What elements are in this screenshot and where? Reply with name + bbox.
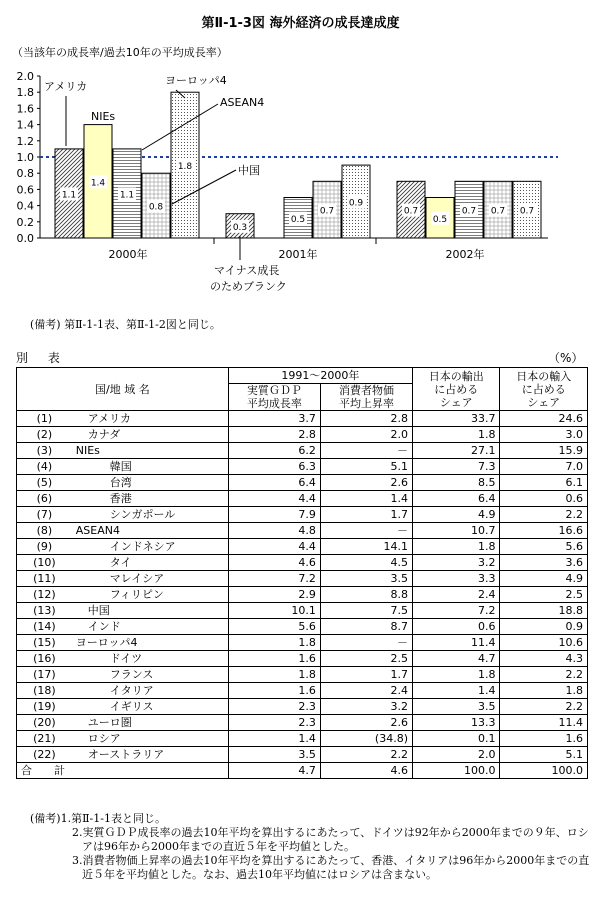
cell-gdp: 3.5 [228, 747, 320, 763]
cell-export-share: 1.8 [413, 667, 500, 683]
cell-export-share: 1.8 [413, 539, 500, 555]
header-import-l3: シェア [527, 395, 561, 409]
y-tick-label: 1.4 [16, 118, 34, 132]
figure-subtitle: （当該年の成長率/過去10年の平均成長率） [12, 46, 228, 59]
table-row [17, 683, 588, 699]
total-import-share: 100.0 [500, 763, 588, 779]
cell-export-share: 8.5 [413, 475, 500, 491]
cell-export-share: 3.5 [413, 699, 500, 715]
cell-export-share: 2.4 [413, 587, 500, 603]
cell-export-share: 10.7 [413, 523, 500, 539]
table-row [17, 699, 588, 715]
cell-cpi: 2.8 [320, 411, 412, 427]
cell-gdp: 2.8 [228, 427, 320, 443]
x-tick-label: 2000年 [108, 248, 148, 261]
bar-value-label: 0.9 [348, 198, 364, 209]
cell-cpi: 2.6 [320, 475, 412, 491]
row-number: (20) [17, 715, 72, 731]
table-row [17, 715, 588, 731]
cell-import-share: 16.6 [500, 523, 588, 539]
row-number: (11) [17, 571, 72, 587]
cell-cpi: 2.6 [320, 715, 412, 731]
note-1: (備考)1.第Ⅱ-1-1表と同じ。 [30, 812, 166, 825]
row-number: (18) [17, 683, 72, 699]
table-row [17, 651, 588, 667]
bar-value-label: 1.1 [61, 190, 77, 201]
table-row [17, 731, 588, 747]
cell-cpi: (34.8) [320, 731, 412, 747]
cell-cpi: 3.2 [320, 699, 412, 715]
header-period: 1991～2000年 [228, 368, 412, 384]
cell-gdp: 4.6 [228, 555, 320, 571]
cell-gdp: 10.1 [228, 603, 320, 619]
y-tick-label: 0.2 [16, 215, 34, 229]
annotation-negative-2: のためブランク [210, 280, 287, 293]
cell-cpi: 8.7 [320, 619, 412, 635]
cell-export-share: 4.9 [413, 507, 500, 523]
cell-import-share: 18.8 [500, 603, 588, 619]
cell-cpi: 1.7 [320, 507, 412, 523]
bar-value-label: 1.1 [119, 190, 135, 201]
cell-export-share: 2.0 [413, 747, 500, 763]
bar-value-label: 0.7 [490, 206, 506, 217]
row-name: 中国 [72, 603, 229, 619]
table-row [17, 475, 588, 491]
y-tick-label: 0.0 [16, 232, 34, 245]
header-export-l1: 日本の輸出 [428, 369, 484, 383]
annotation-china: 中国 [238, 164, 260, 177]
cell-cpi: 14.1 [320, 539, 412, 555]
figure-title: 第Ⅱ-1-3図 海外経済の成長達成度 [201, 16, 400, 31]
y-tick-label: 0.4 [16, 199, 34, 213]
cell-import-share: 3.6 [500, 555, 588, 571]
cell-cpi: 7.5 [320, 603, 412, 619]
header-cpi-l2: 平均上昇率 [338, 397, 394, 410]
cell-export-share: 1.4 [413, 683, 500, 699]
row-number: (14) [17, 619, 72, 635]
table-notes [30, 812, 590, 882]
row-name: フランス [72, 667, 229, 683]
annotation-asean4: ASEAN4 [220, 96, 265, 109]
note-2: 2.実質ＧＤＰ成長率の過去10年平均を算出するにあたって、ドイツは92年から2000年までの９年、ロシアは96年から2000年までの直近５年を平均値とした。 [72, 826, 589, 853]
cell-cpi: 4.5 [320, 555, 412, 571]
cell-export-share: 11.4 [413, 635, 500, 651]
row-name: イギリス [72, 699, 229, 715]
header-region: 国/地 域 名 [17, 368, 229, 411]
bar-value-label: 0.7 [461, 206, 477, 217]
row-name: マレイシア [72, 571, 229, 587]
table-row [17, 507, 588, 523]
row-name: カナダ [72, 427, 229, 443]
row-number: (5) [17, 475, 72, 491]
row-number: (8) [17, 523, 72, 539]
row-name: ASEAN4 [72, 523, 229, 539]
cell-import-share: 4.9 [500, 571, 588, 587]
y-tick-label: 1.6 [16, 102, 34, 116]
annotation-europe4: ヨーロッパ4 [165, 74, 227, 87]
cell-cpi: － [320, 635, 412, 651]
bar-value-label: 1.4 [90, 178, 106, 189]
cell-gdp: 6.4 [228, 475, 320, 491]
cell-gdp: 4.4 [228, 491, 320, 507]
row-name: インド [72, 619, 229, 635]
table-row [17, 603, 588, 619]
row-name: 韓国 [72, 459, 229, 475]
cell-export-share: 6.4 [413, 491, 500, 507]
cell-import-share: 24.6 [500, 411, 588, 427]
cell-gdp: 2.3 [228, 715, 320, 731]
table-row [17, 555, 588, 571]
header-import-l1: 日本の輸入 [516, 369, 572, 383]
cell-import-share: 11.4 [500, 715, 588, 731]
cell-cpi: 1.4 [320, 491, 412, 507]
row-name: ドイツ [72, 651, 229, 667]
table-row [17, 667, 588, 683]
cell-gdp: 6.2 [228, 443, 320, 459]
cell-export-share: 7.2 [413, 603, 500, 619]
bar-value-label: 0.8 [148, 202, 164, 213]
cell-import-share: 4.3 [500, 651, 588, 667]
table-row [17, 523, 588, 539]
bar-value-label: 0.5 [432, 214, 448, 225]
cell-import-share: 2.2 [500, 667, 588, 683]
row-name: ユーロ圏 [72, 715, 229, 731]
y-tick-label: 2.0 [16, 70, 34, 83]
row-name: 台湾 [72, 475, 229, 491]
table-row [17, 491, 588, 507]
cell-import-share: 3.0 [500, 427, 588, 443]
cell-import-share: 15.9 [500, 443, 588, 459]
row-name: アメリカ [72, 411, 229, 427]
cell-import-share: 6.1 [500, 475, 588, 491]
cell-export-share: 1.8 [413, 427, 500, 443]
cell-gdp: 7.9 [228, 507, 320, 523]
cell-gdp: 2.9 [228, 587, 320, 603]
table-total-row [17, 763, 588, 779]
table-row [17, 539, 588, 555]
x-tick-label: 2001年 [278, 248, 318, 261]
cell-export-share: 33.7 [413, 411, 500, 427]
table-row [17, 571, 588, 587]
header-cpi-l1: 消費者物価 [338, 384, 394, 397]
cell-import-share: 2.2 [500, 507, 588, 523]
row-name: ロシア [72, 731, 229, 747]
bar-value-label: 0.3 [232, 222, 248, 233]
row-name: オーストラリア [72, 747, 229, 763]
row-number: (10) [17, 555, 72, 571]
header-export-l3: シェア [439, 395, 473, 409]
cell-export-share: 0.6 [413, 619, 500, 635]
row-number: (16) [17, 651, 72, 667]
table-title: 別 表 [16, 351, 68, 365]
annotation-usa: アメリカ [44, 80, 88, 93]
row-number: (22) [17, 747, 72, 763]
row-number: (9) [17, 539, 72, 555]
table-row [17, 635, 588, 651]
header-export-l2: に占める [434, 382, 479, 396]
row-name: 香港 [72, 491, 229, 507]
cell-import-share: 0.9 [500, 619, 588, 635]
row-number: (6) [17, 491, 72, 507]
bars [55, 92, 541, 238]
cell-gdp: 3.7 [228, 411, 320, 427]
annotation-nies: NIEs [91, 110, 116, 123]
y-tick-label: 1.2 [16, 134, 34, 148]
cell-export-share: 3.2 [413, 555, 500, 571]
total-cpi: 4.6 [320, 763, 412, 779]
total-export-share: 100.0 [413, 763, 500, 779]
cell-export-share: 7.3 [413, 459, 500, 475]
bar-value-label: 0.7 [403, 206, 419, 217]
bar-value-label: 0.7 [319, 206, 335, 217]
cell-import-share: 1.8 [500, 683, 588, 699]
y-tick-label: 1.0 [16, 151, 34, 164]
cell-cpi: 2.5 [320, 651, 412, 667]
cell-gdp: 1.4 [228, 731, 320, 747]
row-number: (15) [17, 635, 72, 651]
y-tick-label: 1.8 [16, 86, 34, 100]
chart-note: (備考) 第Ⅱ-1-1表、第Ⅱ-1-2図と同じ。 [30, 318, 221, 331]
cell-import-share: 5.1 [500, 747, 588, 763]
cell-import-share: 0.6 [500, 491, 588, 507]
bar-value-label: 0.5 [290, 214, 306, 225]
table-unit: （%） [548, 351, 584, 365]
cell-gdp: 1.8 [228, 635, 320, 651]
cell-import-share: 2.2 [500, 699, 588, 715]
row-name: ヨーロッパ4 [72, 635, 229, 651]
row-number: (1) [17, 411, 72, 427]
cell-gdp: 1.8 [228, 667, 320, 683]
row-number: (13) [17, 603, 72, 619]
cell-export-share: 13.3 [413, 715, 500, 731]
row-number: (12) [17, 587, 72, 603]
note-3: 3.消費者物価上昇率の過去10年平均を算出するにあたって、香港、イタリアは96年から2000年までの直近５年を平均値とした。なお、過去10年平均値にはロシアは含まない。 [72, 854, 590, 881]
row-number: (17) [17, 667, 72, 683]
total-gdp: 4.7 [228, 763, 320, 779]
data-table [16, 367, 588, 779]
header-export [413, 368, 500, 411]
header-import-l2: に占める [521, 382, 566, 396]
cell-cpi: 8.8 [320, 587, 412, 603]
cell-import-share: 1.6 [500, 731, 588, 747]
cell-cpi: 5.1 [320, 459, 412, 475]
row-number: (7) [17, 507, 72, 523]
header-gdp-l2: 平均成長率 [246, 397, 302, 410]
cell-gdp: 6.3 [228, 459, 320, 475]
total-label: 合 計 [17, 763, 229, 779]
cell-export-share: 3.3 [413, 571, 500, 587]
table-row [17, 443, 588, 459]
row-number: (3) [17, 443, 72, 459]
cell-gdp: 5.6 [228, 619, 320, 635]
row-name: NIEs [72, 443, 229, 459]
cell-export-share: 0.1 [413, 731, 500, 747]
row-name: インドネシア [72, 539, 229, 555]
cell-cpi: 2.0 [320, 427, 412, 443]
cell-cpi: － [320, 523, 412, 539]
row-number: (19) [17, 699, 72, 715]
header-gdp [228, 384, 320, 411]
y-tick-label: 0.6 [16, 183, 34, 197]
row-number: (2) [17, 427, 72, 443]
table-row [17, 459, 588, 475]
cell-gdp: 1.6 [228, 651, 320, 667]
row-number: (4) [17, 459, 72, 475]
row-name: イタリア [72, 683, 229, 699]
cell-gdp: 1.6 [228, 683, 320, 699]
cell-import-share: 5.6 [500, 539, 588, 555]
cell-import-share: 7.0 [500, 459, 588, 475]
cell-import-share: 2.5 [500, 587, 588, 603]
row-name: フィリピン [72, 587, 229, 603]
table-row [17, 747, 588, 763]
cell-gdp: 7.2 [228, 571, 320, 587]
table-row [17, 619, 588, 635]
table-row [17, 587, 588, 603]
row-name: シンガポール [72, 507, 229, 523]
table-row [17, 411, 588, 427]
cell-import-share: 10.6 [500, 635, 588, 651]
bar-value-label: 1.8 [177, 162, 193, 173]
row-name: タイ [72, 555, 229, 571]
header-cpi [320, 384, 412, 411]
cell-cpi: － [320, 443, 412, 459]
bar-value-label: 0.7 [519, 206, 535, 217]
annotation-negative-1: マイナス成長 [214, 264, 280, 277]
row-number: (21) [17, 731, 72, 747]
cell-cpi: 3.5 [320, 571, 412, 587]
cell-cpi: 1.7 [320, 667, 412, 683]
header-gdp-l1: 実質ＧＤＰ [246, 384, 302, 397]
cell-cpi: 2.2 [320, 747, 412, 763]
cell-gdp: 2.3 [228, 699, 320, 715]
y-tick-label: 0.8 [16, 167, 34, 181]
header-import [500, 368, 588, 411]
table-row [17, 427, 588, 443]
growth-achievement-chart [0, 0, 601, 310]
cell-cpi: 2.4 [320, 683, 412, 699]
cell-gdp: 4.4 [228, 539, 320, 555]
cell-gdp: 4.8 [228, 523, 320, 539]
cell-export-share: 27.1 [413, 443, 500, 459]
x-tick-label: 2002年 [445, 248, 485, 261]
cell-export-share: 4.7 [413, 651, 500, 667]
